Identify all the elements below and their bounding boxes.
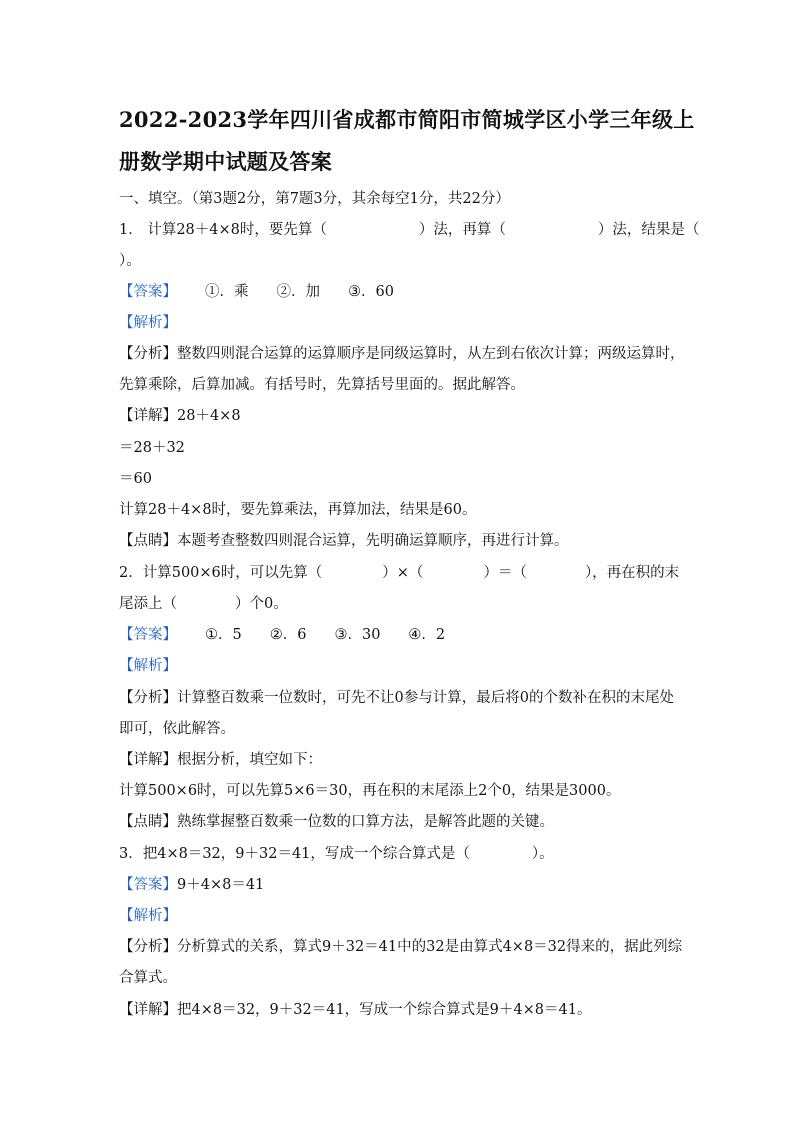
question-1-detail-step: ＝28＋32 [119, 440, 185, 456]
detail-text: 28＋4×8 [177, 408, 241, 424]
question-2-part-f: ）个0。 [235, 596, 288, 612]
question-1-point [119, 529, 569, 550]
point-tag: 【点睛】 [119, 533, 177, 549]
question-2-detail-conclusion: 计算500×6时，可以先算5×6＝30，再在积的末尾添上2个0，结果是3000。 [119, 783, 621, 799]
analysis-heading: 【解析】 [119, 658, 177, 674]
question-1-part-c: ）法，结果是（ [597, 222, 700, 238]
question-1-detail-step: ＝60 [119, 471, 152, 487]
analysis-tag: 【分析】 [119, 939, 177, 955]
question-1-answer [119, 280, 394, 301]
answer-tag: 【答案】 [119, 627, 177, 643]
question-3-part-b: ）。 [531, 846, 554, 862]
question-1-detail-conclusion: 计算28＋4×8时，要先算乘法，再算加法，结果是60。 [119, 502, 477, 518]
question-1-part-a: 1． 计算28＋4×8时，要先算（ [119, 222, 327, 238]
question-3-answer [119, 873, 264, 894]
question-2-point [119, 810, 554, 831]
analysis-text: 计算整百数乘一位数时，可先不让0参与计算，最后将0的个数补在积的末尾处 [177, 690, 674, 706]
question-1-text [119, 218, 699, 239]
question-2-text-cont [119, 592, 288, 613]
question-2-detail [119, 748, 322, 769]
question-3-text [119, 842, 554, 863]
answer-item: ③．30 [334, 627, 381, 643]
answer-item: ④．2 [408, 627, 446, 643]
question-2-text [119, 561, 679, 582]
analysis-tag: 【分析】 [119, 690, 177, 706]
detail-text: 根据分析，填空如下： [177, 752, 322, 768]
question-3-analysis-cont: 合算式。 [119, 970, 177, 986]
section-heading: 一、填空。（第3题2分，第7题3分，其余每空1分，共22分） [119, 191, 510, 207]
document-title-line-1: 2022-2023学年四川省成都市简阳市简城学区小学三年级上 [119, 107, 695, 132]
analysis-heading: 【解析】 [119, 315, 177, 331]
question-1-part-b: ）法，再算（ [418, 222, 506, 238]
detail-tag: 【详解】 [119, 408, 177, 424]
question-2-part-e: 尾添上（ [119, 596, 177, 612]
analysis-heading: 【解析】 [119, 908, 177, 924]
detail-tag: 【详解】 [119, 752, 177, 768]
question-1-detail [119, 404, 241, 425]
point-text: 本题考查整数四则混合运算，先明确运算顺序，再进行计算。 [177, 533, 569, 549]
question-3-detail [119, 998, 591, 1019]
analysis-text: 整数四则混合运算的运算顺序是同级运算时，从左到右依次计算；两级运算时， [177, 346, 685, 362]
point-tag: 【点睛】 [119, 814, 177, 830]
question-2-part-a: 2．计算500×6时，可以先算（ [119, 565, 323, 581]
answer-item: ②．6 [269, 627, 307, 643]
question-3-part-a: 3．把4×8＝32，9＋32＝41，写成一个综合算式是（ [119, 846, 470, 862]
detail-tag: 【详解】 [119, 1002, 177, 1018]
point-text: 熟练掌握整百数乘一位数的口算方法，是解答此题的关键。 [177, 814, 554, 830]
question-1-analysis [119, 342, 685, 363]
answer-tag: 【答案】 [119, 284, 177, 300]
answer-item: ②．加 [276, 284, 320, 300]
question-3-analysis [119, 935, 682, 956]
question-2-part-c: ）＝（ [483, 565, 527, 581]
analysis-tag: 【分析】 [119, 346, 177, 362]
document-title-line-2: 册数学期中试题及答案 [119, 149, 332, 174]
question-2-part-b: ）×（ [382, 565, 424, 581]
analysis-text: 分析算式的关系，算式9＋32＝41中的32是由算式4×8＝32得来的，据此列综 [177, 939, 683, 955]
answer-text: 9＋4×8＝41 [177, 877, 265, 893]
question-1-analysis-cont: 先算乘除，后算加减。有括号时，先算括号里面的。据此解答。 [119, 377, 525, 393]
question-1-text-cont: ）。 [119, 253, 141, 269]
answer-item: ①．5 [205, 627, 242, 643]
answer-tag: 【答案】 [119, 877, 177, 893]
question-2-analysis [119, 686, 674, 707]
answer-item: ③．60 [348, 284, 394, 300]
question-2-analysis-cont: 即可，依此解答。 [119, 721, 235, 737]
detail-text: 把4×8＝32，9＋32＝41，写成一个综合算式是9＋4×8＝41。 [177, 1002, 592, 1018]
question-2-part-d: ），再在积的末 [584, 565, 680, 581]
answer-item: ①．乘 [205, 284, 249, 300]
question-2-answer [119, 623, 445, 644]
